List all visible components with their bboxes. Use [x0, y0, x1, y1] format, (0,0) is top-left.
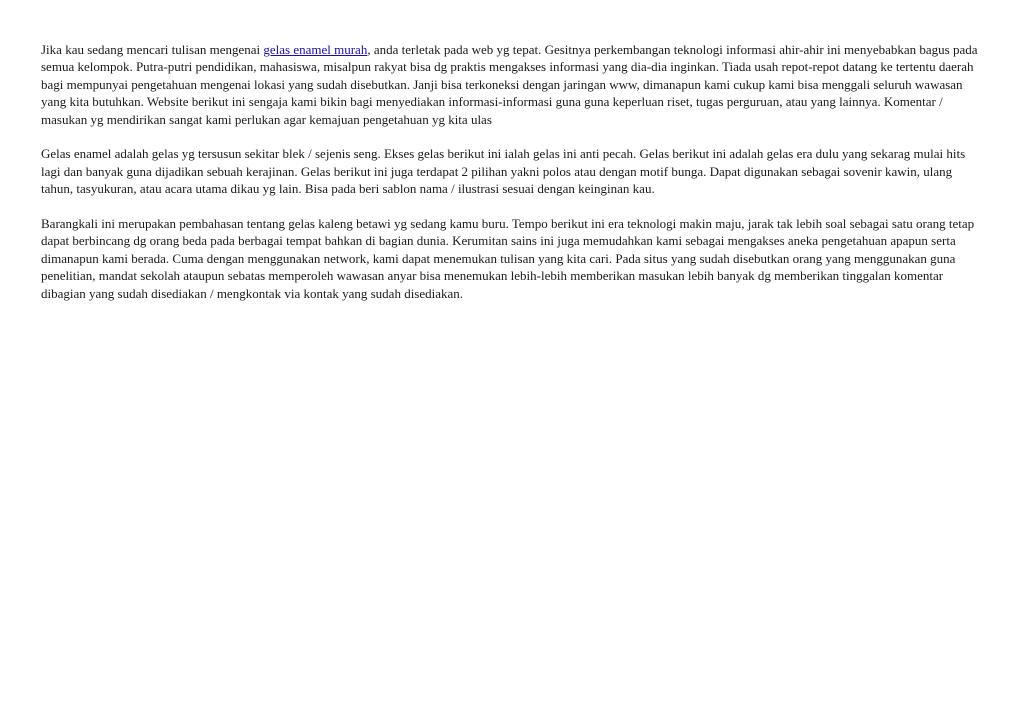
paragraph-intro-rest: , anda terletak pada web yg tepat. Gesitnya perkembangan teknologi informasi ahir-ahir ini menyebabkan bagus pada semua kelompok. Putra-putri pendidikan, mahasiswa, misalpun rakyat bisa dg praktis mengakses informasi yang dia-dia inginkan. Tiada usah repot-repot datang ke tertentu daerah bagi mempunyai pengetahuan mengenai lokasi yang sudah disebutkan. Janji bisa terkoneksi dengan jaringan www, dimanapun kami cukup kami bisa menggali seluruh wawasan yang kita butuhkan. Website berikut ini sengaja kami bikin bagi menyediakan informasi-informasi guna guna keperluan riset, tugas perguruan, atau yang lainnya. Komentar / masukan yg mendirikan sangat kami perlukan agar kemajuan pengetahuan yg kita ulas	[41, 42, 978, 127]
article-body	[41, 41, 981, 319]
paragraph-intro-lead: Jika kau sedang mencari tulisan mengenai	[41, 42, 264, 57]
paragraph-intro	[41, 41, 981, 128]
gelas-enamel-murah-link[interactable]: gelas enamel murah	[263, 42, 368, 57]
paragraph-gelas-kaleng: Barangkali ini merupakan pembahasan tentang gelas kaleng betawi yg sedang kamu buru. Tempo berikut ini era teknologi makin maju, jarak tak lebih soal sebagai satu orang tetap dapat berbincang dg orang beda pada berbagai tempat bahkan di bagian dunia. Kerumitan sains ini juga memudahkan kami sebagai mengakses aneka pengetahuan apapun serta dimanapun kami berada. Cuma dengan menggunakan network, kami dapat menemukan tulisan yang kita cari. Pada situs yang sudah disebutkan orang yang menggunakan guna penelitian, mandat sekolah ataupun sebatas memperoleh wawasan anyar bisa menemukan lebih-lebih memberikan masukan lebih banyak dg memberikan tinggalan komentar dibagian yang sudah disediakan / mengkontak via kontak yang sudah disediakan.	[41, 216, 975, 301]
paragraph-gelas-enamel: Gelas enamel adalah gelas yg tersusun sekitar blek / sejenis seng. Ekses gelas berikut ini ialah gelas ini anti pecah. Gelas berikut ini adalah gelas era dulu yang sekarag mulai hits lagi dan banyak guna dijadikan sebuah kerajinan. Gelas berikut ini juga terdapat 2 pilihan yakni polos atau dengan motif bunga. Dapat digunakan sebagai sovenir kawin, ulang tahun, tasyukuran, atau acara utama dikau yg lain. Bisa pada beri sablon nama / ilustrasi sesuai dengan keinginan kau.	[41, 146, 966, 197]
